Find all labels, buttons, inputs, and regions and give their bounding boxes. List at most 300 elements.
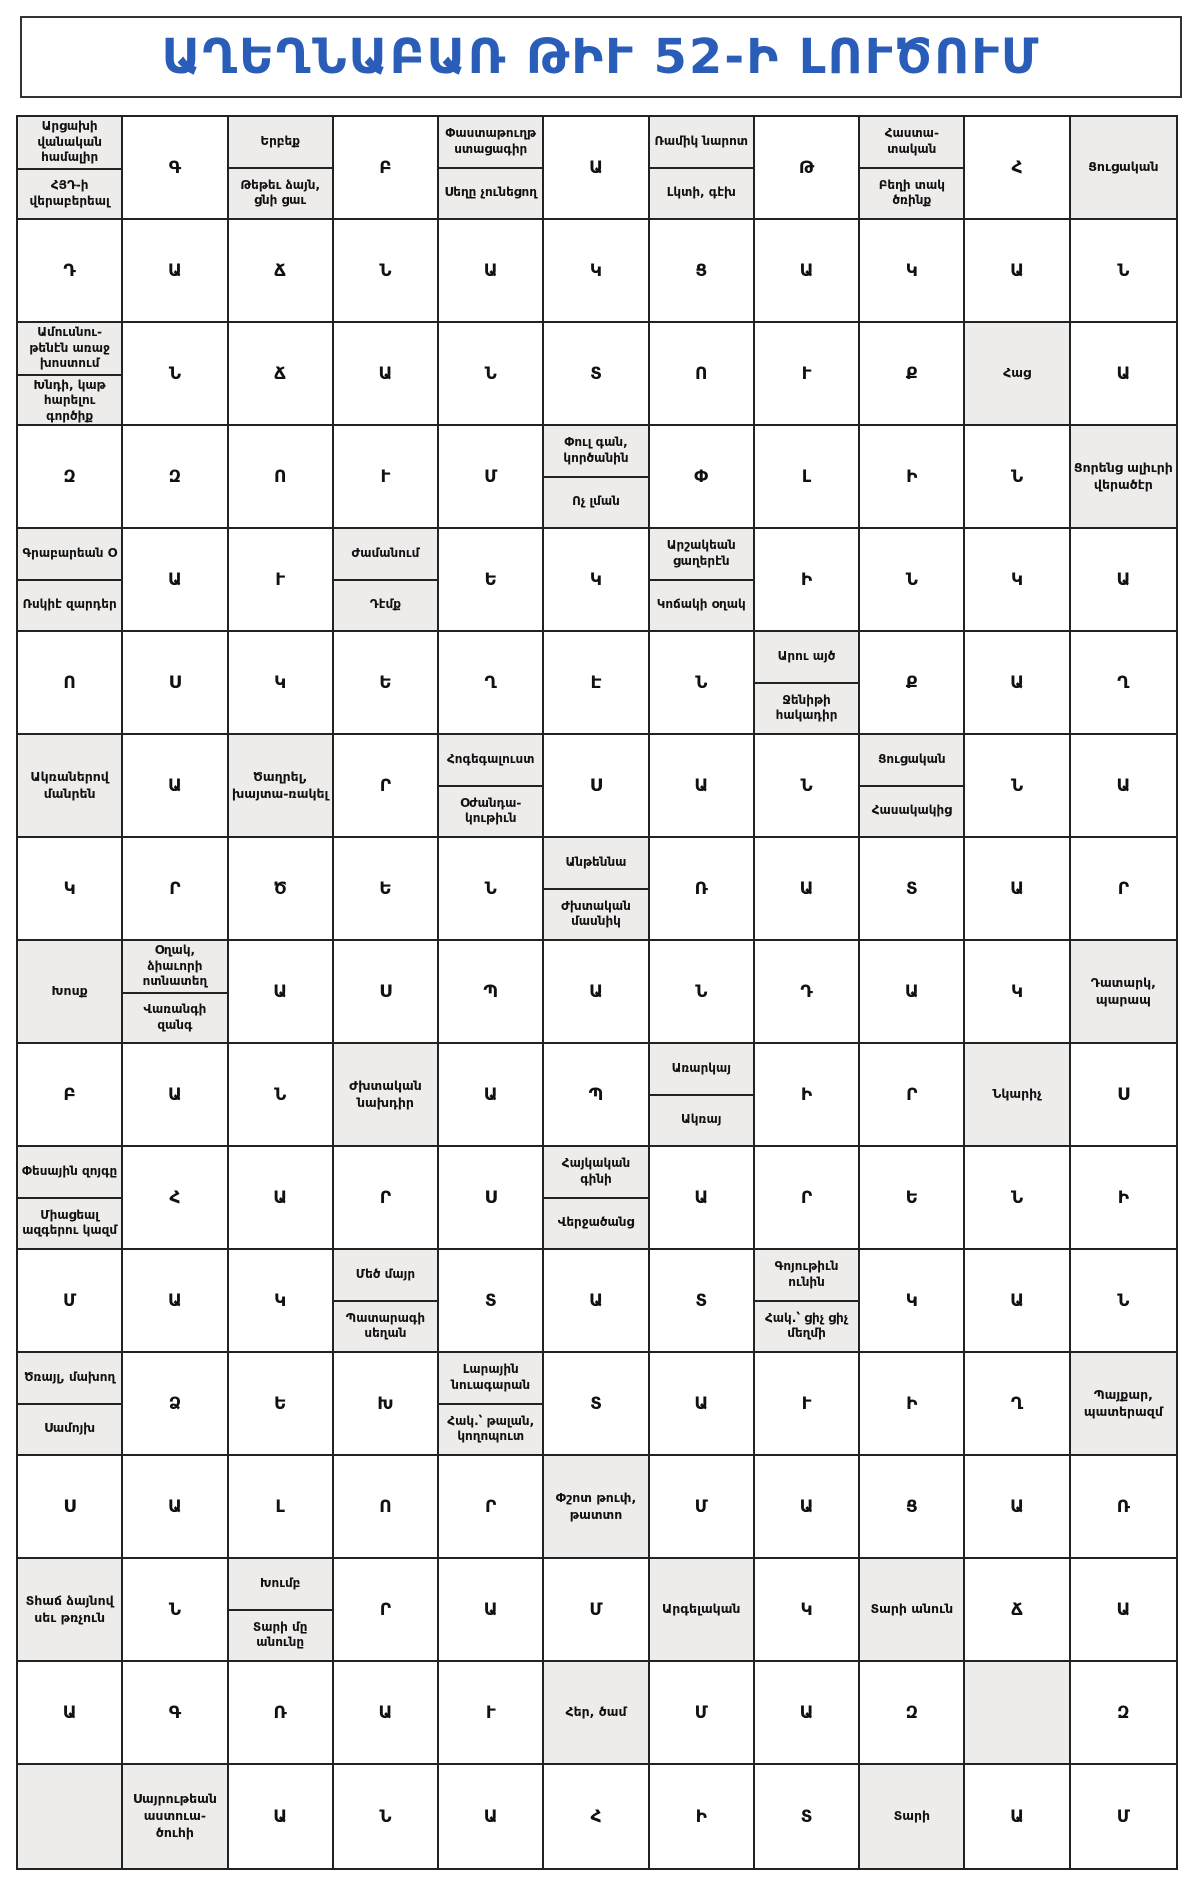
clue-cell-split <box>544 1147 649 1250</box>
answer-letter: Ն <box>379 260 392 281</box>
clue-cell-split <box>755 632 860 735</box>
answer-cell <box>123 1147 228 1250</box>
answer-letter: Լ <box>275 1496 285 1517</box>
answer-letter: Ն <box>484 363 497 384</box>
answer-cell <box>755 529 860 632</box>
answer-letter: Ր <box>1117 878 1130 899</box>
clue-top: Անթեննա <box>544 838 647 890</box>
answer-cell <box>860 1250 965 1353</box>
answer-cell <box>334 941 439 1044</box>
answer-letter: Ա <box>1010 1290 1024 1311</box>
clue-bottom: Օժանդա-կութիւն <box>460 795 522 826</box>
answer-letter: Ց <box>695 260 708 281</box>
answer-cell <box>544 1559 649 1662</box>
answer-cell <box>965 220 1070 323</box>
answer-letter: Պ <box>588 1084 604 1105</box>
answer-cell <box>439 220 544 323</box>
answer-cell <box>18 426 123 529</box>
answer-letter: Ո <box>273 466 287 487</box>
clue-bottom: Լկտի, գէխ <box>666 185 736 200</box>
clue-cell: Տհաճ ձայնով սեւ թռչուն <box>18 1559 123 1662</box>
answer-cell <box>650 1765 755 1868</box>
answer-letter: Ւ <box>275 569 286 590</box>
answer-letter: Մ <box>484 466 498 487</box>
answer-letter: Ձ <box>168 1393 182 1414</box>
clue-cell: Տարի <box>860 1765 965 1868</box>
answer-cell <box>755 1456 860 1559</box>
clue-cell-split <box>544 838 649 941</box>
answer-cell <box>334 838 439 941</box>
answer-cell <box>123 1250 228 1353</box>
answer-letter: Ո <box>379 1496 392 1517</box>
answer-letter: Ո <box>695 363 708 384</box>
answer-letter: Կ <box>800 1599 813 1620</box>
answer-cell <box>123 117 228 220</box>
answer-letter: Ա <box>167 775 182 796</box>
answer-cell <box>1071 323 1176 426</box>
clue-cell-split <box>755 1250 860 1353</box>
clue-bottom: Ոչ լման <box>572 494 620 509</box>
answer-cell <box>650 632 755 735</box>
answer-cell <box>123 838 228 941</box>
answer-letter: Ք <box>905 672 918 693</box>
answer-letter: Զ <box>1117 1702 1130 1723</box>
clue-cell: Խոսք <box>18 941 123 1044</box>
answer-cell <box>965 1147 1070 1250</box>
clue-top: Ժամանում <box>334 529 437 581</box>
answer-letter: Ր <box>379 1599 392 1620</box>
answer-cell <box>439 838 544 941</box>
answer-cell <box>755 323 860 426</box>
clue-bottom: Պատարագի սեղան <box>345 1310 426 1341</box>
answer-cell <box>755 1559 860 1662</box>
answer-cell <box>123 632 228 735</box>
answer-letter: Է <box>590 672 602 693</box>
answer-letter: Ն <box>800 775 813 796</box>
answer-letter: Ն <box>1117 260 1130 281</box>
clue-top: Արշակեան ցաղերէն <box>650 529 753 581</box>
answer-cell <box>334 1456 439 1559</box>
answer-letter: Գ <box>168 157 182 178</box>
answer-letter: Ր <box>379 1187 392 1208</box>
answer-cell <box>755 117 860 220</box>
clue-bottom: Դէմք <box>369 597 401 612</box>
answer-letter: Ր <box>485 1496 497 1517</box>
clue-cell: Տարի անուն <box>860 1559 965 1662</box>
answer-letter: Ւ <box>485 1702 496 1723</box>
answer-letter: Պ <box>483 981 499 1002</box>
answer-letter: Ա <box>483 1599 498 1620</box>
answer-letter: Ա <box>167 260 182 281</box>
clue-cell-split <box>123 941 228 1044</box>
clue-top: Արցախի վանական համալիր <box>18 117 121 170</box>
answer-letter: Ճ <box>274 260 287 281</box>
answer-cell <box>439 1250 544 1353</box>
answer-cell <box>229 1765 334 1868</box>
answer-cell <box>229 1456 334 1559</box>
answer-cell <box>860 941 965 1044</box>
answer-cell <box>860 1353 965 1456</box>
clue-top: Ամուսնու-թենէն առաջ խոստում <box>18 323 121 376</box>
clue-top: Փուլ գան, կործանին <box>544 426 647 478</box>
clue-cell-split <box>18 1353 123 1456</box>
answer-letter: Զ <box>905 1702 919 1723</box>
answer-cell <box>334 220 439 323</box>
answer-letter: Ա <box>62 1702 77 1723</box>
answer-cell <box>229 529 334 632</box>
answer-letter: Ա <box>167 569 182 590</box>
answer-cell <box>229 1147 334 1250</box>
clue-bottom: Ակռայ <box>681 1112 722 1127</box>
answer-cell <box>965 632 1070 735</box>
answer-letter: Ա <box>273 981 288 1002</box>
clue-cell-split <box>650 1044 755 1147</box>
answer-cell <box>123 1662 228 1765</box>
answer-letter: Ս <box>484 1187 497 1208</box>
clue-cell: Հաց <box>965 323 1070 426</box>
clue-top: Արու այծ <box>755 632 858 684</box>
answer-letter: Ի <box>906 466 918 487</box>
answer-cell <box>439 1147 544 1250</box>
answer-cell <box>334 1559 439 1662</box>
answer-cell <box>334 323 439 426</box>
answer-cell <box>334 1147 439 1250</box>
clue-top: Առարկայ <box>650 1044 753 1096</box>
answer-letter: Ն <box>695 981 708 1002</box>
clue-cell: Սայրութեան աստուա-ծուհի <box>123 1765 228 1868</box>
answer-letter: Ա <box>694 1393 709 1414</box>
answer-cell <box>334 1765 439 1868</box>
answer-letter: Ր <box>379 775 392 796</box>
clue-bottom: Թեթեւ ձայն, ցնի ցաւ <box>240 177 321 208</box>
answer-cell <box>1071 220 1176 323</box>
answer-cell <box>439 323 544 426</box>
answer-cell <box>1071 529 1176 632</box>
answer-letter: Ս <box>168 672 182 693</box>
answer-letter: Ւ <box>801 363 812 384</box>
answer-cell <box>334 1662 439 1765</box>
answer-letter: Խ <box>377 1393 394 1414</box>
title-box <box>20 16 1182 98</box>
blank-cell <box>965 1662 1070 1765</box>
clue-cell-split <box>18 1147 123 1250</box>
answer-cell <box>860 1044 965 1147</box>
answer-cell <box>650 1250 755 1353</box>
answer-cell <box>439 426 544 529</box>
answer-cell <box>1071 1044 1176 1147</box>
answer-cell <box>544 529 649 632</box>
clue-cell: Արգելական <box>650 1559 755 1662</box>
clue-top: Փաստաթուղթ ստացագիր <box>439 117 542 169</box>
answer-cell <box>544 117 649 220</box>
answer-cell <box>755 1662 860 1765</box>
answer-letter: Ա <box>1010 878 1024 899</box>
clue-bottom: Վերջածանց <box>557 1215 635 1230</box>
answer-cell <box>755 1765 860 1868</box>
answer-letter: Ս <box>1117 1084 1130 1105</box>
answer-letter: Ր <box>800 1187 813 1208</box>
answer-cell <box>755 220 860 323</box>
clue-bottom: Խնդի, կաթ հարելու գործիք <box>33 377 106 423</box>
answer-letter: Ա <box>1010 672 1024 693</box>
answer-cell <box>439 632 544 735</box>
answer-letter: Ս <box>379 981 392 1002</box>
answer-cell <box>544 1044 649 1147</box>
answer-letter: Ա <box>799 260 814 281</box>
clue-bottom: Տարի մը անունը <box>252 1619 308 1650</box>
clue-cell-split <box>229 117 334 220</box>
answer-letter: Հ <box>1011 157 1023 178</box>
answer-letter: Կ <box>274 672 287 693</box>
answer-cell <box>439 1765 544 1868</box>
answer-letter: Ն <box>905 569 918 590</box>
answer-letter: Ա <box>483 1806 498 1827</box>
answer-letter: Կ <box>589 260 603 281</box>
answer-cell <box>18 632 123 735</box>
clue-top: Հաստա-տական <box>860 117 963 169</box>
clue-cell-split <box>650 117 755 220</box>
clue-top: Փեսային զոյգը <box>18 1147 121 1199</box>
answer-cell <box>18 1044 123 1147</box>
clue-cell: Ժխտական նախդիր <box>334 1044 439 1147</box>
answer-letter: Մ <box>694 1496 708 1517</box>
answer-cell <box>334 1353 439 1456</box>
answer-cell <box>439 1456 544 1559</box>
answer-cell <box>755 1147 860 1250</box>
answer-letter: Ռ <box>273 1702 287 1723</box>
answer-letter: Դ <box>63 260 76 281</box>
clue-cell: Ծաղրել, խայտա-ռակել <box>229 735 334 838</box>
answer-cell <box>650 220 755 323</box>
clue-bottom: Հասակակից <box>871 803 952 818</box>
answer-cell <box>439 529 544 632</box>
clue-cell-split <box>439 1353 544 1456</box>
answer-letter: Ա <box>904 981 919 1002</box>
answer-letter: Ծ <box>273 878 287 899</box>
answer-letter: Բ <box>63 1084 76 1105</box>
answer-letter: Ն <box>1011 775 1024 796</box>
clue-cell-split <box>860 117 965 220</box>
answer-letter: Կ <box>905 260 918 281</box>
clue-cell-split <box>650 529 755 632</box>
answer-letter: Ռ <box>1116 1496 1130 1517</box>
clue-cell-split <box>334 1250 439 1353</box>
answer-letter: Փ <box>694 466 709 487</box>
answer-cell <box>965 1250 1070 1353</box>
answer-letter: Մ <box>1116 1806 1130 1827</box>
clue-cell-split <box>18 117 123 220</box>
answer-letter: Ա <box>378 363 393 384</box>
answer-cell <box>860 220 965 323</box>
answer-cell <box>123 1353 228 1456</box>
answer-cell <box>334 632 439 735</box>
clue-bottom: Ռսկիէ զարդեր <box>22 597 117 612</box>
answer-letter: Ա <box>799 1702 814 1723</box>
answer-letter: Կ <box>1011 569 1024 590</box>
answer-cell <box>229 1662 334 1765</box>
clue-top: Գրաբարեան Օ <box>18 529 121 581</box>
answer-letter: Տ <box>484 1290 497 1311</box>
answer-cell <box>439 1044 544 1147</box>
answer-cell <box>965 1353 1070 1456</box>
answer-letter: Ա <box>589 981 603 1002</box>
clue-cell-split <box>18 323 123 426</box>
answer-letter: Ս <box>589 775 603 796</box>
answer-cell <box>123 735 228 838</box>
clue-top: Հայկական գինի <box>544 1147 647 1199</box>
answer-letter: Ե <box>905 1187 919 1208</box>
answer-letter: Տ <box>905 878 918 899</box>
answer-cell <box>544 1250 649 1353</box>
clue-bottom: Ջենիթի հակադիր <box>775 692 838 723</box>
answer-cell <box>334 117 439 220</box>
answer-cell <box>1071 735 1176 838</box>
answer-cell <box>18 1250 123 1353</box>
answer-letter: Ա <box>273 1187 288 1208</box>
answer-cell <box>229 323 334 426</box>
clue-top: Ցուցական <box>860 735 963 787</box>
answer-letter: Կ <box>63 878 76 899</box>
clue-cell-split <box>439 735 544 838</box>
clue-bottom: Բեղի տակ ծռինք <box>878 177 945 208</box>
crossword-grid <box>16 115 1178 1870</box>
clue-cell: Ցուցական <box>1071 117 1176 220</box>
answer-letter: Ղ <box>1117 672 1130 693</box>
answer-cell <box>755 426 860 529</box>
answer-cell <box>439 941 544 1044</box>
answer-letter: Ռ <box>694 878 708 899</box>
clue-top: Հոգեգալուստ <box>439 735 542 787</box>
answer-letter: Կ <box>274 1290 287 1311</box>
answer-letter: Լ <box>801 466 812 487</box>
answer-letter: Ի <box>1117 1187 1130 1208</box>
answer-cell <box>755 1353 860 1456</box>
answer-letter: Ն <box>168 363 181 384</box>
answer-cell <box>650 735 755 838</box>
clue-top: Երբեք <box>229 117 332 169</box>
answer-cell <box>123 1559 228 1662</box>
answer-cell <box>229 632 334 735</box>
clue-cell: Ակռաներով մանրեն <box>18 735 123 838</box>
answer-letter: Ե <box>273 1393 287 1414</box>
answer-letter: Ն <box>1011 466 1024 487</box>
answer-letter: Ա <box>589 157 603 178</box>
answer-cell <box>965 1559 1070 1662</box>
answer-letter: Ա <box>273 1806 288 1827</box>
answer-cell <box>544 323 649 426</box>
answer-letter: Ա <box>1010 1806 1024 1827</box>
answer-letter: Ն <box>484 878 497 899</box>
answer-letter: Ն <box>168 1599 181 1620</box>
answer-letter: Տ <box>590 363 602 384</box>
clue-top: Գոյութիւն ունին <box>755 1250 858 1302</box>
clue-cell-split <box>544 426 649 529</box>
answer-cell <box>755 941 860 1044</box>
answer-cell <box>123 1456 228 1559</box>
answer-cell <box>544 735 649 838</box>
clue-top: Մեծ մայր <box>334 1250 437 1302</box>
answer-cell <box>1071 1250 1176 1353</box>
answer-letter: Ճ <box>1011 1599 1024 1620</box>
answer-cell <box>1071 1456 1176 1559</box>
answer-cell <box>229 426 334 529</box>
answer-cell <box>439 1662 544 1765</box>
clue-cell: Ցորենց ալիւրի վերածէր <box>1071 426 1176 529</box>
answer-letter: Ի <box>906 1393 918 1414</box>
answer-letter: Ւ <box>801 1393 812 1414</box>
answer-cell <box>123 220 228 323</box>
clue-cell-split <box>334 529 439 632</box>
answer-letter: Ո <box>63 672 76 693</box>
answer-letter: Ր <box>906 1084 918 1105</box>
answer-cell <box>123 323 228 426</box>
answer-cell <box>650 1662 755 1765</box>
answer-cell <box>544 1353 649 1456</box>
answer-letter: Զ <box>168 466 182 487</box>
answer-letter: Ն <box>1011 1187 1024 1208</box>
answer-cell <box>860 529 965 632</box>
clue-bottom: Միացեալ ազգերու կազմ <box>22 1207 118 1238</box>
clue-cell: Փշոտ թուփ, թատտո <box>544 1456 649 1559</box>
answer-cell <box>860 1147 965 1250</box>
answer-cell <box>18 838 123 941</box>
answer-cell <box>123 1044 228 1147</box>
clue-top: Խումբ <box>229 1559 332 1611</box>
answer-letter: Կ <box>905 1290 918 1311</box>
answer-letter: Զ <box>63 466 76 487</box>
answer-cell <box>965 838 1070 941</box>
answer-cell <box>755 1044 860 1147</box>
answer-letter: Գ <box>168 1702 182 1723</box>
clue-top: Օղակ, ձիաւորի ոտնատեղ <box>123 941 226 994</box>
answer-letter: Ե <box>379 878 392 899</box>
answer-cell <box>1071 632 1176 735</box>
answer-letter: Ա <box>799 1496 814 1517</box>
answer-cell <box>755 735 860 838</box>
answer-letter: Տ <box>695 1290 708 1311</box>
answer-letter: Հ <box>169 1187 181 1208</box>
answer-letter: Ն <box>695 672 708 693</box>
answer-cell <box>860 323 965 426</box>
clue-bottom: Սամոյխ <box>44 1421 96 1436</box>
answer-cell <box>334 735 439 838</box>
answer-letter: Ց <box>905 1496 918 1517</box>
blank-cell <box>18 1765 123 1868</box>
answer-cell <box>229 941 334 1044</box>
answer-letter: Ա <box>1010 1496 1024 1517</box>
answer-cell <box>650 1147 755 1250</box>
answer-cell <box>229 1250 334 1353</box>
answer-cell <box>439 1559 544 1662</box>
page-title: ԱՂԵՂՆԱԲԱՌ ԹԻՒ 52-Ի ԼՈՒԾՈՒՄ <box>161 29 1041 85</box>
clue-top: Լարային նուագարան <box>439 1353 542 1405</box>
answer-letter: Ա <box>483 1084 498 1105</box>
answer-letter: Ա <box>167 1290 182 1311</box>
answer-cell <box>755 838 860 941</box>
answer-letter: Ե <box>484 569 497 590</box>
answer-letter: Ա <box>589 1290 603 1311</box>
answer-letter: Ա <box>483 260 498 281</box>
answer-cell <box>650 1353 755 1456</box>
answer-letter: Ա <box>1116 363 1131 384</box>
answer-cell <box>965 735 1070 838</box>
answer-cell <box>1071 1147 1176 1250</box>
answer-letter: Ա <box>1116 1599 1131 1620</box>
answer-cell <box>18 1662 123 1765</box>
answer-cell <box>860 426 965 529</box>
answer-cell <box>965 941 1070 1044</box>
answer-letter: Ր <box>169 878 181 899</box>
